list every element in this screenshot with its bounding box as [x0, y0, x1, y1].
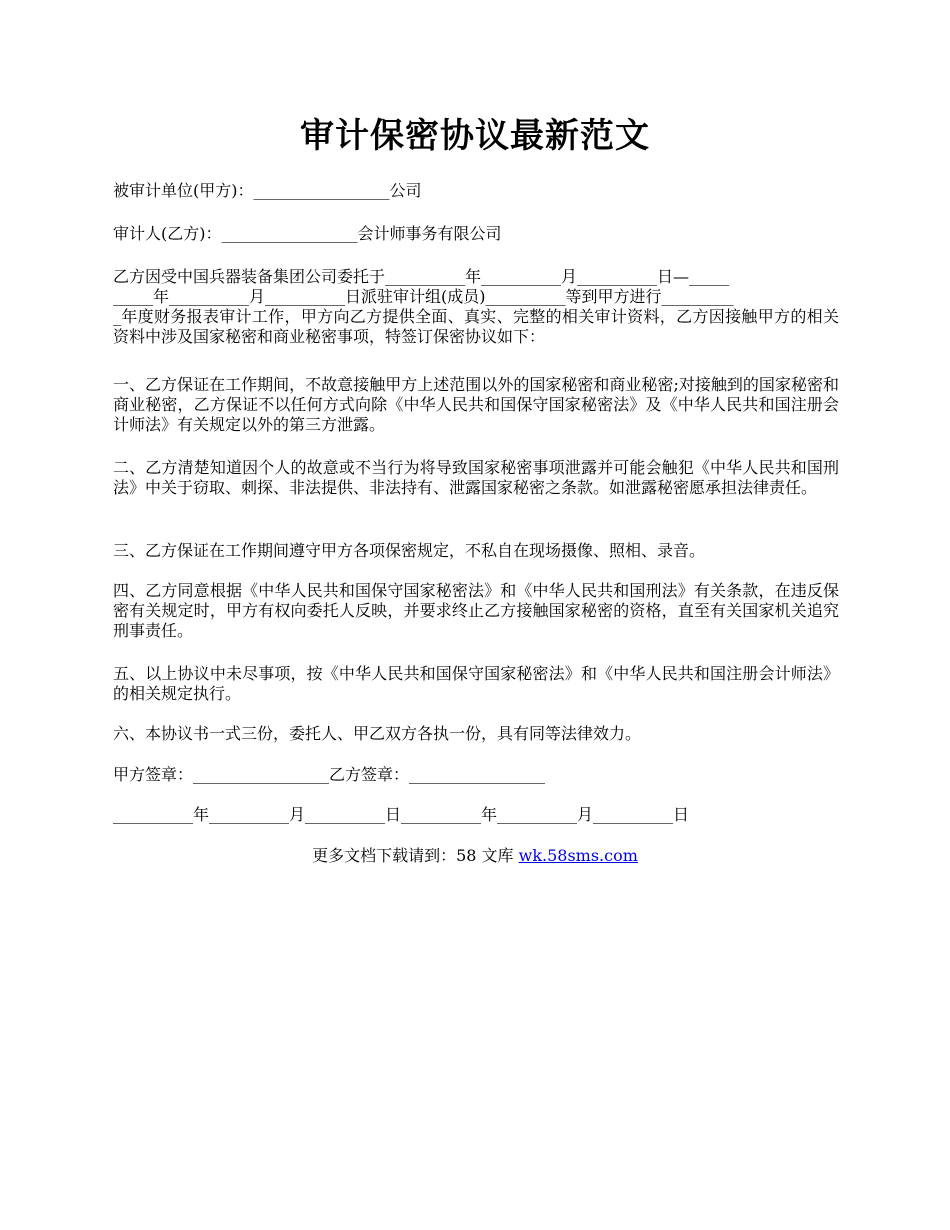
signature-line: [113, 765, 839, 785]
party-b-text: 审计人(乙方)：_________________会计师事务有限公司: [113, 224, 502, 243]
clause-6: [113, 724, 839, 744]
clause-5: [113, 664, 839, 704]
clause-5-text: 五、以上协议中未尽事项，按《中华人民共和国保守国家秘密法》和《中华人民共和国注册会计师法》的相关规定执行。: [113, 664, 839, 703]
clause-2-text: 二、乙方清楚知道因个人的故意或不当行为将导致国家秘密事项泄露并可能会触犯《中华人民共和国刑法》中关于窃取、刺探、非法提供、非法持有、泄露国家秘密之条款。如泄露秘密愿承担法律责任。: [113, 458, 839, 497]
footer-link[interactable]: wk.58sms.com: [518, 846, 638, 865]
intro-line-3: _年度财务报表审计工作，甲方向乙方提供全面、真实、完整的相关审计资料，乙方因接触甲方的相关资料中涉及国家秘密和商业秘密事项，特签订保密协议如下：: [113, 307, 839, 346]
party-a-text: 被审计单位(甲方)：_________________公司: [113, 181, 422, 200]
clause-2: [113, 458, 839, 498]
date-line: [113, 805, 839, 825]
intro-line-2: _____年__________月__________日派驻审计组(成员)__________等到甲方进行_________: [113, 287, 734, 306]
intro-line-1: 乙方因受中国兵器装备集团公司委托于__________年__________月__________日—_____: [113, 267, 730, 286]
party-b-line: [113, 224, 839, 244]
clause-1: [113, 375, 839, 435]
clause-6-text: 六、本协议书一式三份，委托人、甲乙双方各执一份，具有同等法律效力。: [113, 724, 642, 743]
date-text: __________年__________月__________日__________年__________月__________日: [113, 805, 690, 824]
footer: [0, 846, 950, 866]
clause-3: [113, 541, 839, 561]
clause-1-text: 一、乙方保证在工作期间，不故意接触甲方上述范围以外的国家秘密和商业秘密;对接触到的国家秘密和商业秘密，乙方保证不以任何方式向除《中华人民共和国保守国家秘密法》及《中华人民共和国注册会计师法》有关规定以外的第三方泄露。: [113, 375, 839, 434]
footer-prefix: 更多文档下载请到：58 文库: [312, 846, 519, 865]
clause-3-text: 三、乙方保证在工作期间遵守甲方各项保密规定，不私自在现场摄像、照相、录音。: [113, 541, 706, 560]
party-a-line: [113, 181, 839, 201]
clause-4: [113, 581, 839, 641]
clause-4-text: 四、乙方同意根据《中华人民共和国保守国家秘密法》和《中华人民共和国刑法》有关条款，在违反保密有关规定时，甲方有权向委托人反映，并要求终止乙方接触国家秘密的资格，直至有关国家机关追究刑事责任。: [113, 581, 839, 640]
signature-text: 甲方签章：_________________乙方签章：_________________: [113, 765, 546, 784]
document-title: 审计保密协议最新范文: [300, 116, 650, 156]
intro-paragraph: [113, 267, 839, 347]
